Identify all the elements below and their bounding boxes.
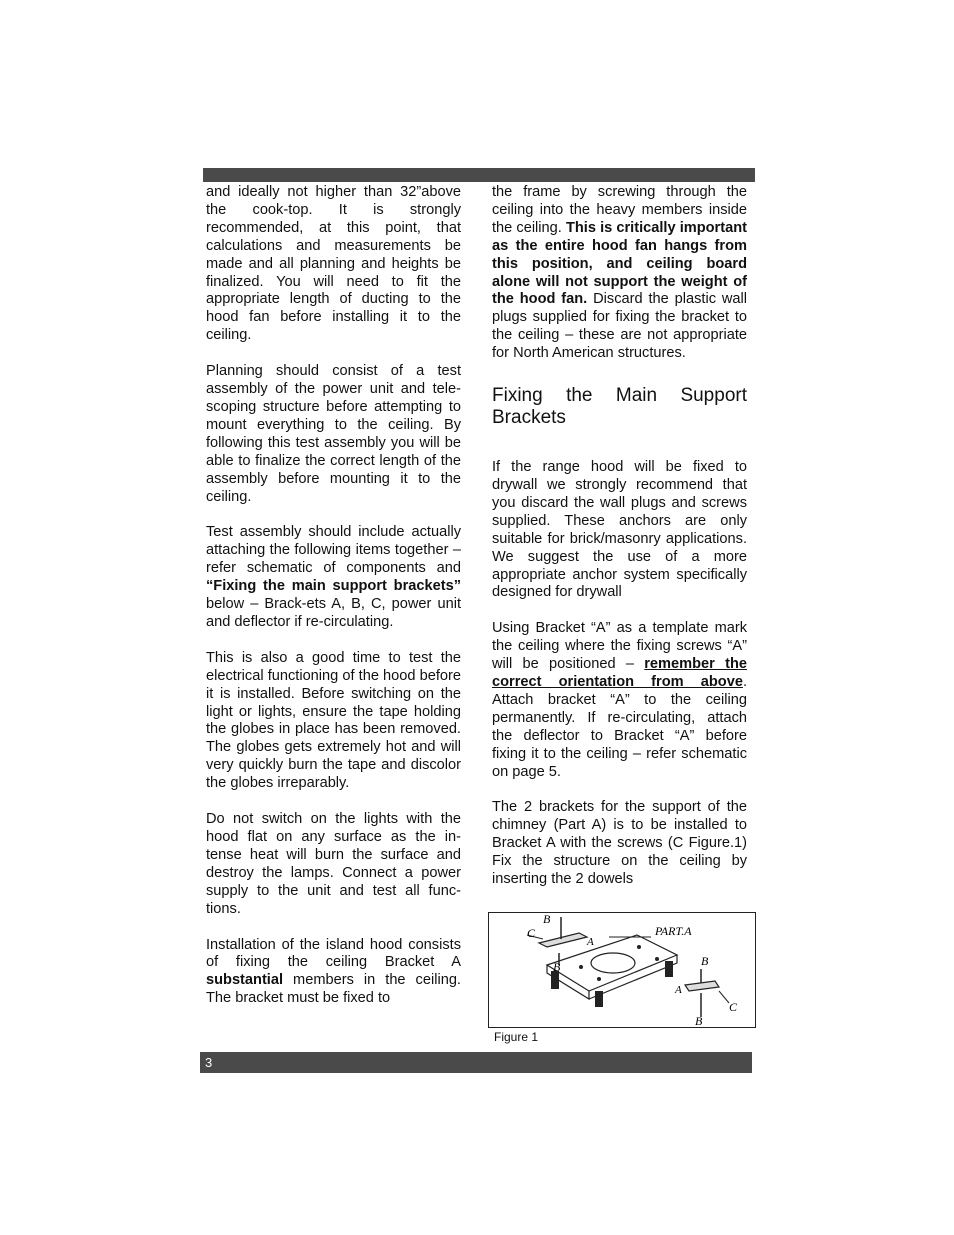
paragraph <box>206 937 461 1009</box>
label-b-top: B <box>543 913 551 926</box>
page-number: 3 <box>205 1055 213 1070</box>
figure-caption: Figure 1 <box>494 1030 539 1044</box>
text-run: . Attach bracket “A” to the ceiling permanently. If re-circulating, attach the deflector to Bracket “A” before fixing it to the ceiling – refer schematic on page 5. <box>492 674 747 780</box>
bracket-schematic-drawing <box>489 913 755 1027</box>
paragraph: Planning should consist of a test assembly of the power unit and tele-scoping structure before attempting to mount everything to the ceiling. By following this test assembly you will be able to finalize the correct length of the assembly before mounting it to the ceiling. <box>206 363 461 505</box>
bold-word: substantial <box>206 972 284 989</box>
text-run: Installation of the island hood consists of fixing the ceiling Bracket A <box>206 936 461 971</box>
paragraph: and ideally not higher than 32”above the cook-top. It is strongly recommended, at this point, that calculations and measurements be made and all planning and heights be finalized. You will need to fit the appropriate length of ducting to the hood fan before installing it to the ceiling. <box>206 184 461 344</box>
label-a-left: A <box>587 936 594 948</box>
text-run: Test assembly should include actually attaching the following items together – refer schematic of components and <box>206 524 461 577</box>
paragraph: This is also a good time to test the electrical functioning of the hood before it is installed. Before switching on the light or lights, ensure the tape holding the globes in place has been removed. The globes gets extremely hot and will very quickly burn the tape and discolor the globes irreparably. <box>206 649 461 792</box>
paragraph: The 2 brackets for the support of the chimney (Part A) is to be installed to Bracket A with the screws (C Figure.1) Fix the structure on the ceiling by inserting the 2 dowels <box>492 799 747 888</box>
label-a-right: A <box>675 984 682 996</box>
paragraph: Do not switch on the lights with the hood flat on any surface as the in-tense heat will burn the surface and destroy the lamps. Connect a power supply to the unit and test all func-tions. <box>206 811 461 917</box>
label-c-right: C <box>729 1000 738 1014</box>
text-run: below – Brack-ets A, B, C, power unit and deflector if re-circulating. <box>206 596 461 630</box>
footer-bar <box>200 1052 752 1073</box>
text-run: Using Bracket “A” as a template mark the ceiling where the fixing screws “A” will be positioned – <box>492 620 747 673</box>
label-c-left: C <box>527 926 536 940</box>
right-column <box>492 184 747 907</box>
text-run: Discard the plastic wall plugs supplied for fixing the bracket to the ceiling – these are not appropriate for North American structures. <box>492 291 747 362</box>
header-bar <box>203 168 755 182</box>
text-run: members in the ceiling. The bracket must be fixed to <box>206 972 461 1007</box>
label-b-left: B <box>553 960 561 974</box>
label-b-right: B <box>701 954 709 968</box>
underlined-instruction: remember the correct orientation from above <box>492 656 747 691</box>
paragraph <box>492 620 747 781</box>
label-b-bottom: B <box>695 1014 703 1027</box>
paragraph <box>492 184 747 363</box>
warning-text: This is critically important as the entire hood fan hangs from this position, and ceiling board alone will not support the weight of the hood fan. <box>492 219 747 308</box>
paragraph <box>206 524 461 631</box>
section-heading: Fixing the Main Support Brackets <box>492 385 747 429</box>
figure-1-schematic <box>488 912 756 1028</box>
paragraph: If the range hood will be fixed to drywall we strongly recommend that you discard the wall plugs and screws supplied. These anchors are only suitable for brick/masonry applications. We suggest the use of a more appropriate anchor system specifically designed for drywall <box>492 459 747 601</box>
text-run: the frame by screwing through the ceiling into the heavy members inside the ceiling. <box>492 184 747 236</box>
left-column <box>206 184 461 1026</box>
label-part-a: PART.A <box>655 924 692 938</box>
bold-reference: “Fixing the main support brackets” <box>206 578 461 595</box>
